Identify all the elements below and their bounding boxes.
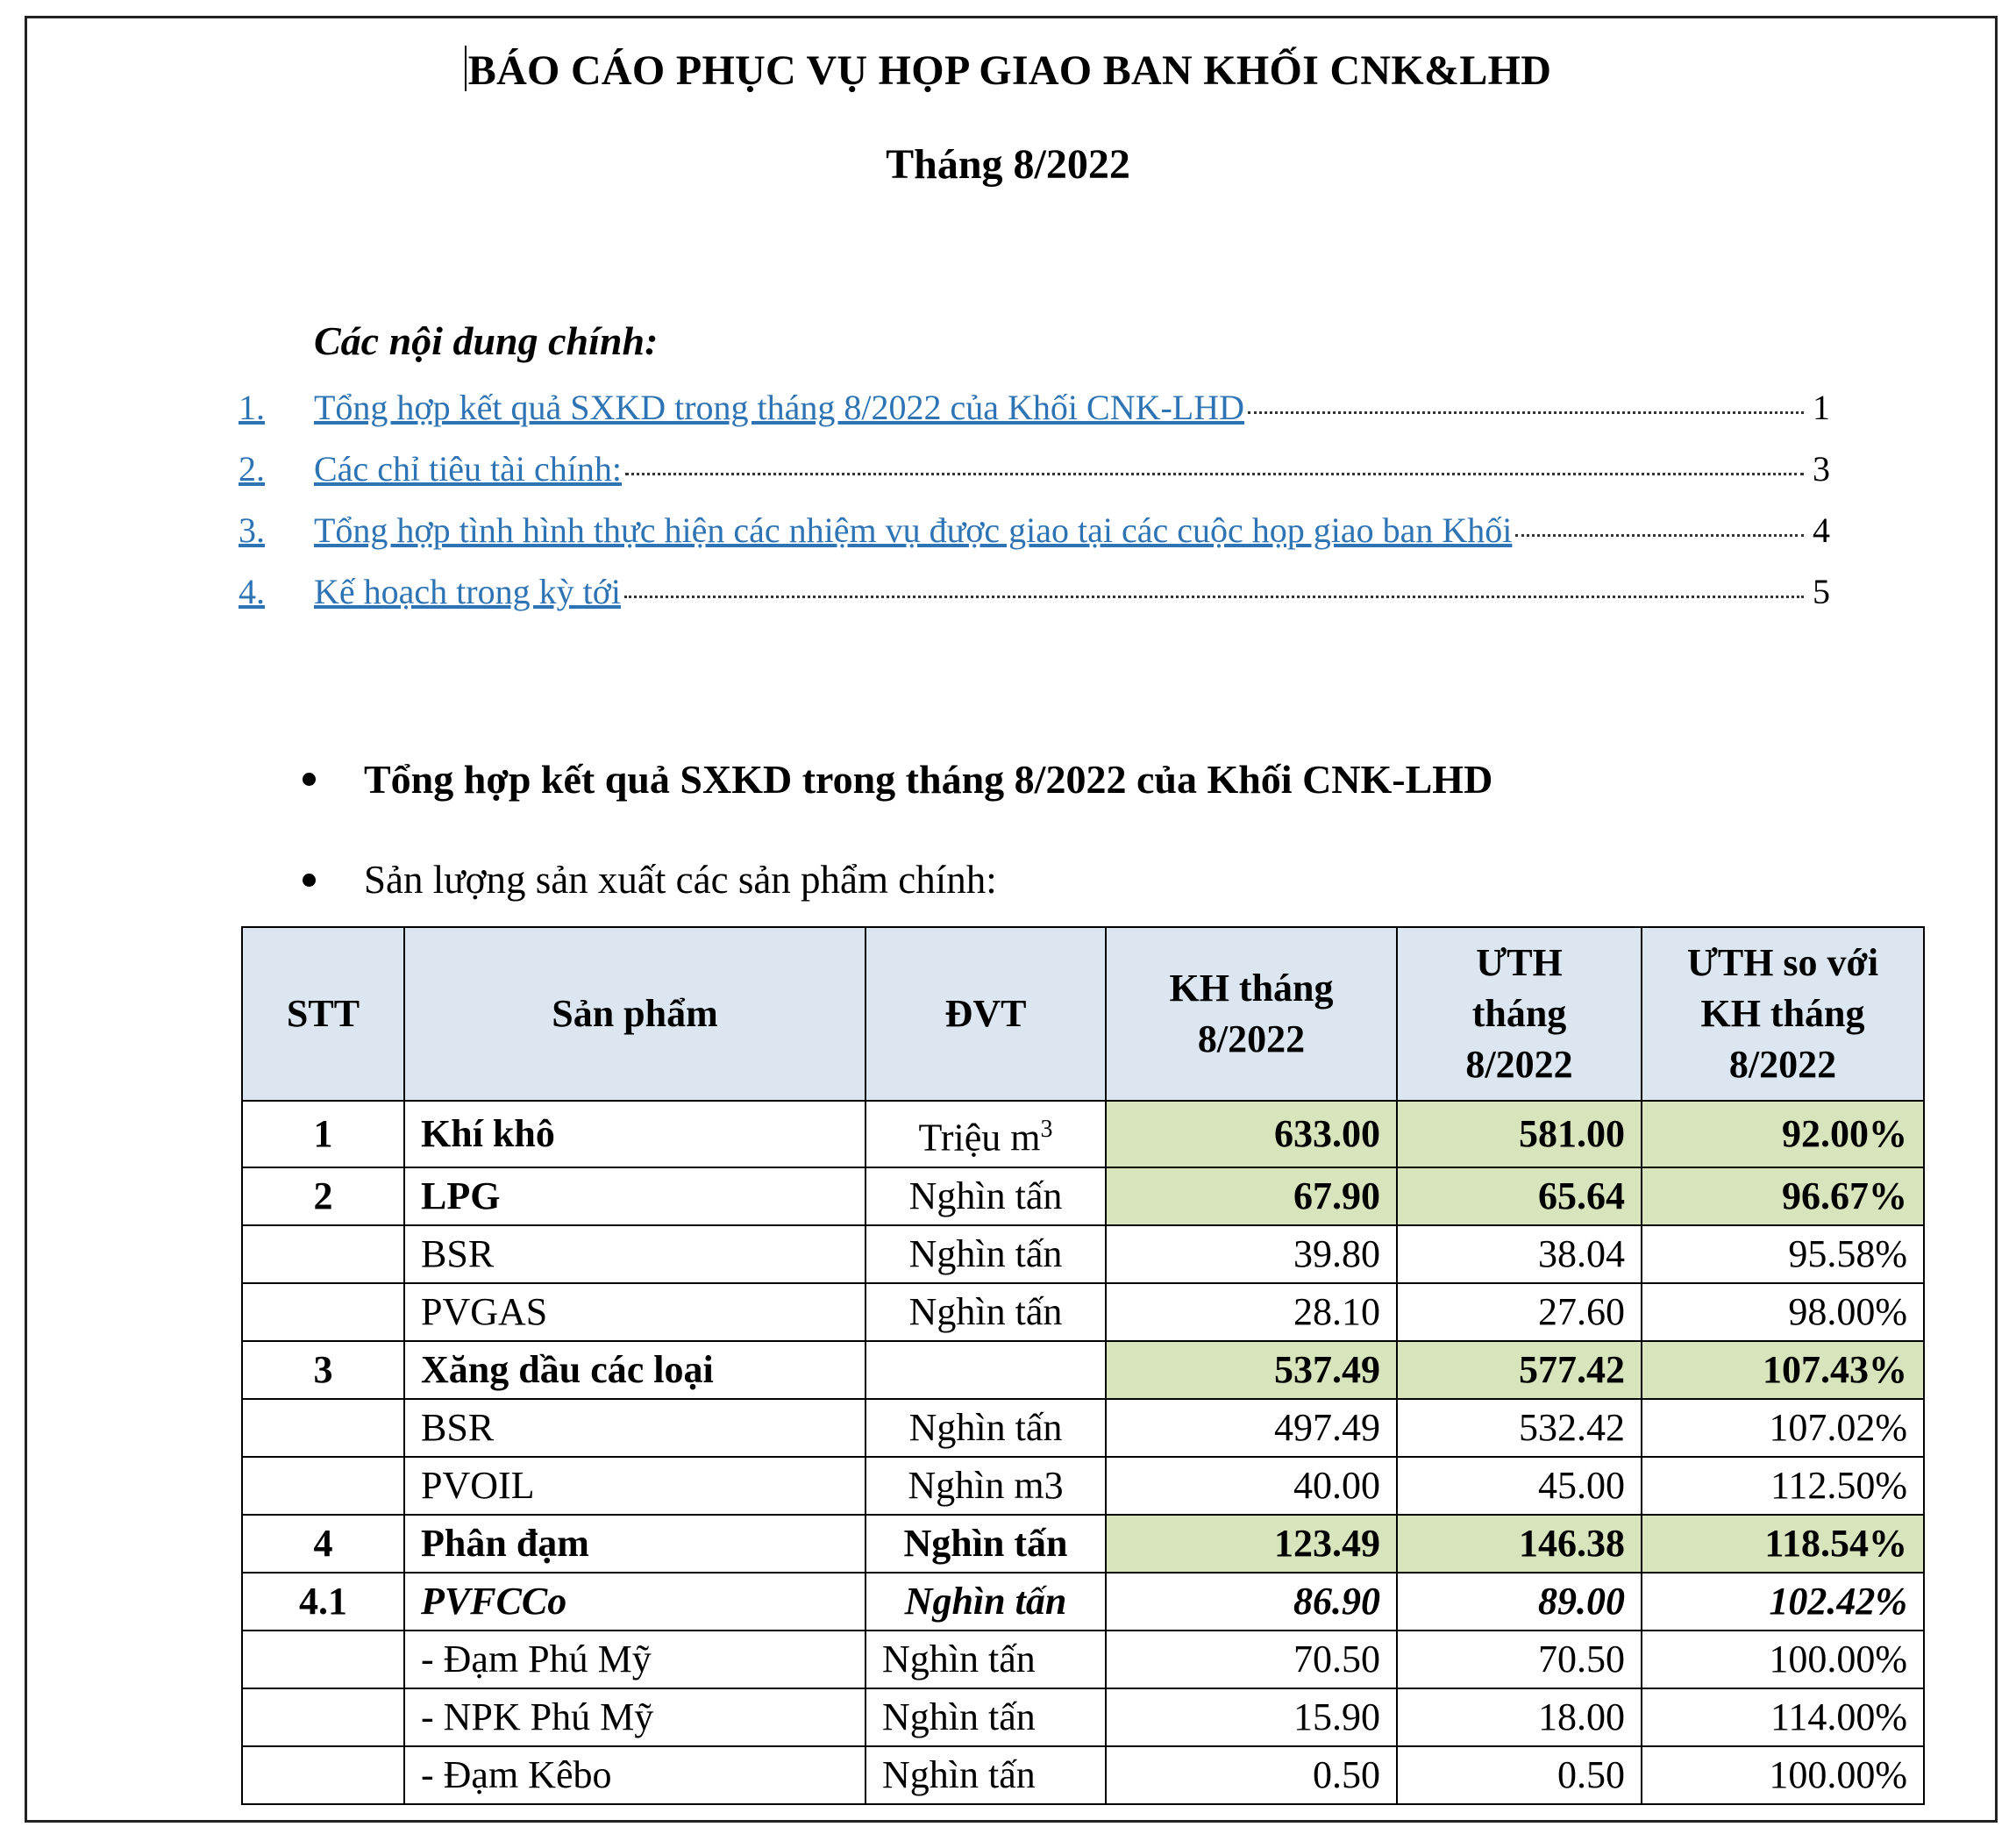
cell-unit: Nghìn tấn — [866, 1631, 1106, 1688]
toc-entry-number[interactable]: 1. — [239, 388, 265, 427]
table-row — [242, 1573, 1924, 1631]
cell-unit: Nghìn tấn — [866, 1283, 1106, 1341]
cell-stt — [242, 1283, 404, 1341]
toc-entry-link[interactable]: Các chỉ tiêu tài chính: — [314, 449, 622, 489]
cell-ratio: 95.58% — [1642, 1225, 1924, 1283]
toc-entry-2[interactable] — [239, 447, 1830, 509]
cell-plan: 537.49 — [1106, 1341, 1397, 1399]
header-estimate-line3: 8/2022 — [1465, 1043, 1573, 1086]
toc-entry-line — [314, 447, 1830, 491]
toc-entry-page: 5 — [1813, 572, 1830, 611]
table-row — [242, 1225, 1924, 1283]
cell-plan: 15.90 — [1106, 1688, 1397, 1746]
table-row — [242, 1167, 1924, 1225]
table-row — [242, 1283, 1924, 1341]
cell-unit: Nghìn tấn — [866, 1515, 1106, 1573]
cell-estimate: 89.00 — [1397, 1573, 1642, 1631]
cell-product: Khí khô — [404, 1101, 866, 1167]
cell-product: - Đạm Kêbo — [404, 1746, 866, 1804]
toc-leader-dots — [1515, 534, 1804, 537]
cell-product: - Đạm Phú Mỹ — [404, 1631, 866, 1688]
cell-unit — [866, 1341, 1106, 1399]
production-table — [241, 926, 1925, 1805]
cell-estimate: 70.50 — [1397, 1631, 1642, 1688]
header-estimate-line1: ƯTH — [1476, 941, 1563, 984]
table-row — [242, 1688, 1924, 1746]
section-subheading-text: Sản lượng sản xuất các sản phẩm chính: — [364, 858, 997, 902]
header-ratio-line1: ƯTH so với — [1686, 941, 1879, 984]
cell-ratio: 92.00% — [1642, 1101, 1924, 1167]
section-heading — [303, 756, 1492, 803]
table-of-contents — [239, 386, 1830, 632]
cell-unit: Nghìn tấn — [866, 1573, 1106, 1631]
table-header-row — [242, 927, 1924, 1101]
cell-product: PVFCCo — [404, 1573, 866, 1631]
header-ratio-line2: KH tháng — [1700, 992, 1865, 1035]
cell-estimate: 146.38 — [1397, 1515, 1642, 1573]
table-row — [242, 1631, 1924, 1688]
cell-unit: Nghìn tấn — [866, 1167, 1106, 1225]
toc-entry-line — [314, 570, 1830, 614]
toc-entry-page: 1 — [1813, 388, 1830, 427]
cell-ratio: 100.00% — [1642, 1746, 1924, 1804]
cell-product: PVGAS — [404, 1283, 866, 1341]
document-title-text: BÁO CÁO PHỤC VỤ HỌP GIAO BAN KHỐI CNK&LHD — [467, 47, 1552, 94]
cell-stt — [242, 1746, 404, 1804]
cell-plan: 39.80 — [1106, 1225, 1397, 1283]
bullet-icon — [303, 874, 316, 887]
toc-leader-dots — [625, 473, 1804, 475]
cell-unit: Nghìn tấn — [866, 1225, 1106, 1283]
cell-plan: 123.49 — [1106, 1515, 1397, 1573]
table-row — [242, 1515, 1924, 1573]
header-estimate — [1397, 927, 1642, 1101]
table-row — [242, 1457, 1924, 1515]
cell-plan: 497.49 — [1106, 1399, 1397, 1457]
cell-product: Phân đạm — [404, 1515, 866, 1573]
cell-estimate: 577.42 — [1397, 1341, 1642, 1399]
document-title — [0, 46, 2016, 95]
cell-estimate: 581.00 — [1397, 1101, 1642, 1167]
header-plan — [1106, 927, 1397, 1101]
cell-ratio: 100.00% — [1642, 1631, 1924, 1688]
text-cursor — [465, 46, 467, 91]
toc-entry-line — [314, 509, 1830, 553]
cell-product: PVOIL — [404, 1457, 866, 1515]
toc-entry-1[interactable] — [239, 386, 1830, 447]
toc-entry-number[interactable]: 3. — [239, 510, 265, 550]
cell-estimate: 38.04 — [1397, 1225, 1642, 1283]
cell-ratio: 107.43% — [1642, 1341, 1924, 1399]
section-subheading — [303, 857, 997, 903]
cell-stt — [242, 1457, 404, 1515]
cell-ratio: 107.02% — [1642, 1399, 1924, 1457]
cell-ratio: 96.67% — [1642, 1167, 1924, 1225]
toc-entry-page: 3 — [1813, 449, 1830, 489]
toc-entry-4[interactable] — [239, 570, 1830, 632]
cell-estimate: 18.00 — [1397, 1688, 1642, 1746]
cell-ratio: 118.54% — [1642, 1515, 1924, 1573]
cell-unit: Nghìn tấn — [866, 1399, 1106, 1457]
header-plan-line1: KH tháng — [1169, 967, 1334, 1010]
toc-entry-link[interactable]: Tổng hợp tình hình thực hiện các nhiệm vụ được giao tại các cuộc họp giao ban Khối — [314, 510, 1513, 550]
header-product: Sản phẩm — [404, 927, 866, 1101]
cell-estimate: 27.60 — [1397, 1283, 1642, 1341]
header-stt: STT — [242, 927, 404, 1101]
toc-entry-3[interactable] — [239, 509, 1830, 570]
table-row — [242, 1341, 1924, 1399]
cell-estimate: 0.50 — [1397, 1746, 1642, 1804]
toc-entry-number[interactable]: 4. — [239, 572, 265, 611]
document-subtitle: Tháng 8/2022 — [886, 141, 1130, 188]
toc-entry-link[interactable]: Tổng hợp kết quả SXKD trong tháng 8/2022 của Khối CNK-LHD — [314, 388, 1245, 427]
cell-stt: 3 — [242, 1341, 404, 1399]
cell-ratio: 112.50% — [1642, 1457, 1924, 1515]
header-estimate-line2: tháng — [1471, 992, 1567, 1035]
cell-plan: 40.00 — [1106, 1457, 1397, 1515]
cell-estimate: 532.42 — [1397, 1399, 1642, 1457]
cell-product: - NPK Phú Mỹ — [404, 1688, 866, 1746]
toc-entry-page: 4 — [1813, 510, 1830, 550]
cell-unit — [866, 1101, 1106, 1167]
cell-plan: 67.90 — [1106, 1167, 1397, 1225]
toc-heading: Các nội dung chính: — [314, 318, 659, 363]
cell-estimate: 45.00 — [1397, 1457, 1642, 1515]
cell-plan: 28.10 — [1106, 1283, 1397, 1341]
cell-product: BSR — [404, 1399, 866, 1457]
bullet-icon — [303, 773, 316, 786]
cell-stt — [242, 1688, 404, 1746]
cell-unit-text: Triệu m — [918, 1116, 1041, 1160]
cell-unit: Nghìn tấn — [866, 1746, 1106, 1804]
cell-stt — [242, 1399, 404, 1457]
toc-leader-dots — [1248, 411, 1804, 414]
header-ratio-line3: 8/2022 — [1728, 1043, 1837, 1086]
cell-unit: Nghìn m3 — [866, 1457, 1106, 1515]
cell-stt: 4.1 — [242, 1573, 404, 1631]
cell-stt — [242, 1225, 404, 1283]
cell-ratio: 102.42% — [1642, 1573, 1924, 1631]
section-heading-text: Tổng hợp kết quả SXKD trong tháng 8/2022 của Khối CNK-LHD — [364, 757, 1493, 802]
table-row — [242, 1399, 1924, 1457]
cell-plan: 633.00 — [1106, 1101, 1397, 1167]
cell-plan: 86.90 — [1106, 1573, 1397, 1631]
cell-unit-superscript: 3 — [1040, 1116, 1053, 1143]
header-unit: ĐVT — [866, 927, 1106, 1101]
cell-product: BSR — [404, 1225, 866, 1283]
toc-entry-link[interactable]: Kế hoạch trong kỳ tới — [314, 572, 621, 611]
cell-plan: 0.50 — [1106, 1746, 1397, 1804]
cell-unit: Nghìn tấn — [866, 1688, 1106, 1746]
toc-entry-number[interactable]: 2. — [239, 449, 265, 489]
table-row — [242, 1746, 1924, 1804]
header-ratio — [1642, 927, 1924, 1101]
cell-ratio: 114.00% — [1642, 1688, 1924, 1746]
cell-product: LPG — [404, 1167, 866, 1225]
cell-product: Xăng dầu các loại — [404, 1341, 866, 1399]
cell-estimate: 65.64 — [1397, 1167, 1642, 1225]
cell-stt: 2 — [242, 1167, 404, 1225]
toc-entry-line — [314, 386, 1830, 430]
cell-stt: 1 — [242, 1101, 404, 1167]
table-row — [242, 1101, 1924, 1167]
toc-leader-dots — [624, 596, 1804, 598]
cell-plan: 70.50 — [1106, 1631, 1397, 1688]
cell-stt: 4 — [242, 1515, 404, 1573]
header-plan-line2: 8/2022 — [1197, 1017, 1306, 1060]
cell-stt — [242, 1631, 404, 1688]
cell-ratio: 98.00% — [1642, 1283, 1924, 1341]
